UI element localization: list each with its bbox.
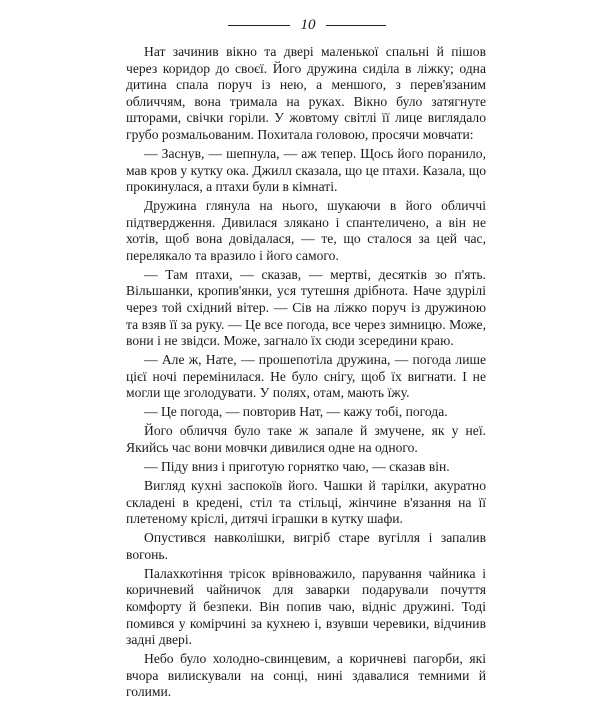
paragraph: Нат зачинив вікно та двері маленької спальні й пішов через коридор до своєї. Його дружина сиділа в ліжку; одна дитина спала поруч із нею, а меншого, з перев'язаним обличчям, вона тримала на руках. Вікно було затягнуте шторами, свічки горіли. У жовтому світлі її лице виглядало грубо розмальованим. Похитала головою, просячи мовчати:	[126, 44, 486, 142]
page-body	[126, 44, 486, 703]
paragraph: — Заснув, — шепнула, — аж тепер. Щось його поранило, мав кров у кутку ока. Джилл сказала, що це птахи. Казала, що прокинулася, а птахи були в кімнаті.	[126, 145, 486, 195]
header-rule-right	[326, 25, 386, 26]
paragraph: — Але ж, Нате, — прошепотіла дружина, — погода лише цієї ночі перемінилася. Не було снігу, щоб їх вигнати. І не могли ще зголодувати. У полях, отам, мають їжу.	[126, 352, 486, 401]
paragraph: — Піду вниз і приготую горнятко чаю, — сказав він.	[144, 458, 450, 474]
paragraph: Палахкотіння трісок врівноважило, парування чайника і коричневий чайничок для заварки подарували почуття комфорту й безпеки. Він попив чаю, відніс дружині. Тоді помився у комірчині за кухнею і, взувши черевики, відчинив задні двері.	[126, 565, 486, 648]
page-number: 10	[300, 17, 316, 33]
paragraph: Небо було холодно-свинцевим, а коричневі пагорби, які вчора вилискували на сонці, нині здавалися темними й голими.	[126, 651, 486, 700]
paragraph: Його обличчя було таке ж запале й змучене, як у неї. Якийсь час вони мовчки дивилися одне на одного.	[126, 423, 486, 455]
page-header	[0, 14, 600, 36]
paragraph: Дружина глянула на нього, шукаючи в його обличчі підтвердження. Дивилася злякано і спантеличено, а він не хотів, щоб вона довідалася, — те, що сталося за цей час, перелякало та вразило і його самого.	[126, 198, 486, 263]
paragraph: Опустився навколішки, вигріб старе вугілля і запалив вогонь.	[126, 530, 486, 562]
paragraph: — Там птахи, — сказав, — мертві, десятків зо п'ять. Вільшанки, кропив'янки, уся тутешня дрібнота. Наче здурілі через той східний вітер. — Сів на ліжко поруч із дружиною та взяв її за руку. — Це все погода, все через зимницю. Може, вони і не звідси. Може, загнало їх сюди зсередини краю.	[126, 266, 486, 349]
paragraph: — Це погода, — повторив Нат, — кажу тобі, погода.	[144, 404, 448, 420]
header-rule-left	[228, 25, 290, 26]
paragraph: Вигляд кухні заспокоїв його. Чашки й тарілки, акуратно складені в кредені, стіл та стільці, жінчине в'язання на її плетеному кріслі, дитячі іграшки в кутку шафи.	[126, 477, 486, 527]
